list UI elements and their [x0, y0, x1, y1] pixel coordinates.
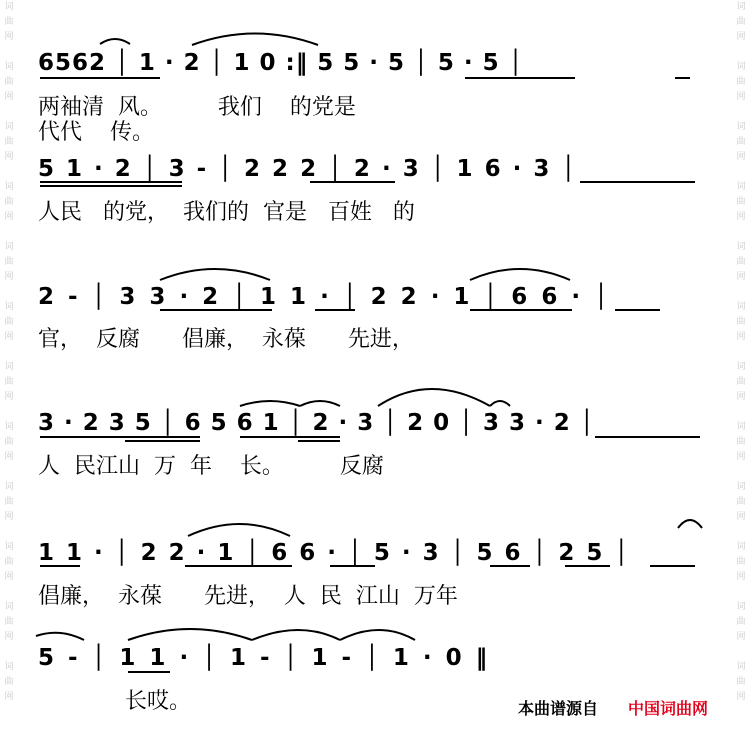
slur-mark — [160, 269, 270, 280]
lyric-row-3: 官， 反腐 倡廉， 永葆 先进， — [38, 327, 414, 352]
lyric-row-4: 人 民江山 万 年 长。 反腐 — [38, 454, 384, 479]
credit-source — [518, 700, 598, 718]
credit-site-link[interactable] — [628, 700, 708, 718]
slur-mark — [36, 633, 84, 640]
slur-mark — [192, 34, 318, 46]
slur-mark — [188, 524, 290, 536]
lyric-row-6: 长哎。 — [125, 689, 192, 714]
lyric-row-1a: 两袖清 风。 我们 的党是 — [38, 95, 356, 120]
lyric-row-5: 倡廉， 永葆 先进， 人 民 江山 万年 — [38, 584, 458, 609]
slur-mark — [252, 630, 340, 640]
notation-row-6: 5 - │ 1 1 · │ 1 - │ 1 - │ 1 · 0 ‖ — [38, 645, 491, 671]
notation-row-2: 5 1 · 2 │ 3 - │ 2 2 2 │ 2 · 3 │ 1 6 · 3 │ — [38, 156, 578, 182]
notation-row-5: 1 1 · │ 2 2 · 1 │ 6 6 · │ 5 · 3 │ 5 6 │ 2 5 │ — [38, 540, 631, 566]
credit-source-text: 本曲谱源自 — [518, 699, 599, 718]
credit-site-text: 中国词曲网 — [628, 699, 709, 718]
slur-mark — [470, 269, 570, 280]
lyric-row-1b: 代代 传。 — [38, 120, 154, 145]
slur-mark — [490, 401, 510, 406]
watermark-left: 词曲网 词曲网 词曲网 词曲网 词曲网 词曲网 词曲网 词曲网 词曲网 词曲网 词曲网 词曲网 — [4, 2, 14, 702]
slur-mark — [300, 401, 340, 406]
notation-row-3: 2 - │ 3 3 · 2 │ 1 1 · │ 2 2 · 1 │ 6 6 · │ — [38, 284, 611, 310]
slur-mark — [100, 39, 130, 44]
slur-mark — [240, 401, 300, 406]
lyric-row-2: 人民 的党， 我们的 官是 百姓 的 — [38, 200, 415, 225]
slur-mark — [378, 389, 490, 406]
slur-mark — [340, 630, 415, 640]
slur-mark — [128, 629, 252, 640]
fermata-mark — [678, 520, 702, 528]
watermark-right: 词曲网 词曲网 词曲网 词曲网 词曲网 词曲网 词曲网 词曲网 词曲网 词曲网 词曲网 词曲网 — [736, 2, 746, 702]
notation-row-1: 6562 │ 1 · 2 │ 1 0 :‖ 5 5 · 5 │ 5 · 5 │ — [38, 50, 524, 76]
notation-row-4: 3 · 2 3 5 │ 6 5 6 1 │ 2 · 3 │ 2 0 │ 3 3 · 2 │ — [38, 410, 595, 436]
